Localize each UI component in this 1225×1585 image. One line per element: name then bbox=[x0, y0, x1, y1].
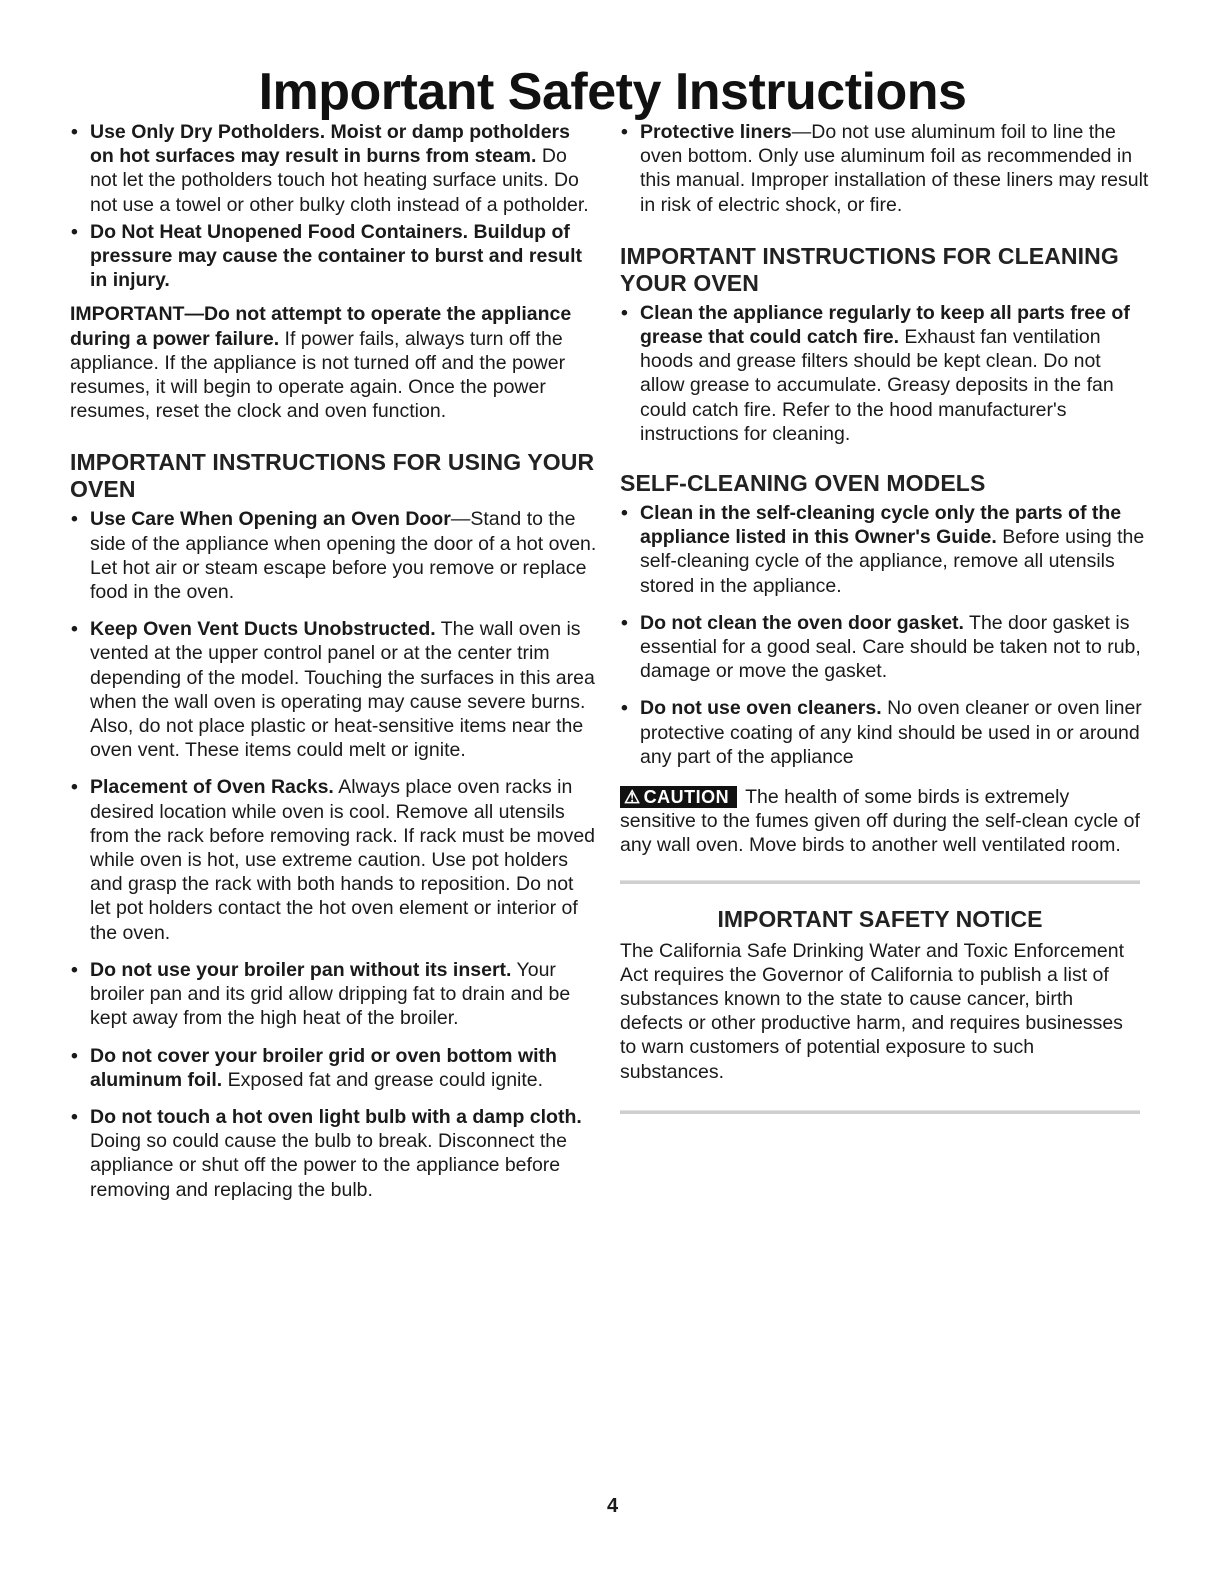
cleaning-list bbox=[620, 301, 1150, 446]
list-item bbox=[620, 611, 1150, 684]
list-item bbox=[70, 120, 598, 217]
bullet-text: Doing so could cause the bulb to break. Disconnect the appliance or shut off the power to the appliance before removing and replacing the bulb. bbox=[90, 1130, 567, 1201]
bullet-text: The wall oven is vented at the upper control panel or at the center trim depending of the model. Touching the surfaces in this area when the wall oven is operating may cause severe burns. Also, do not place plastic or heat-sensitive items near the oven vent. These items could melt or ignite. bbox=[90, 618, 595, 762]
bullet-text: —Stand to the side of the appliance when opening the door of a hot oven. Let hot air or steam escape before you remove or replace food in the oven. bbox=[90, 508, 597, 604]
right-intro-list bbox=[620, 120, 1150, 217]
bullet-lead: Do not cover your broiler grid or oven bottom with aluminum foil. bbox=[90, 1044, 557, 1091]
bullet-text: —Do not use aluminum foil to line the oven bottom. Only use aluminum foil as recommended in this manual. Improper installation of these liners may result in risk of electric shock, or fire. bbox=[640, 121, 1149, 216]
caution-badge bbox=[620, 786, 737, 808]
bullet-lead: Do not use your broiler pan without its insert. bbox=[90, 958, 512, 981]
caution-label: CAUTION bbox=[643, 787, 730, 808]
left-column bbox=[70, 120, 598, 1215]
bullet-lead: Clean in the self-cleaning cycle only the parts of the appliance listed in this Owner's Guide. bbox=[640, 502, 1122, 549]
bullet-text: Exposed fat and grease could ignite. bbox=[222, 1068, 544, 1091]
list-item bbox=[620, 120, 1150, 217]
bullet-lead: Do Not Heat Unopened Food Containers. Buildup of pressure may cause the container to burst and result in injury. bbox=[90, 220, 582, 292]
section-heading-using: IMPORTANT INSTRUCTIONS FOR USING YOUR OVEN bbox=[70, 449, 595, 503]
list-item bbox=[70, 1105, 598, 1202]
bullet-lead: Protective liners bbox=[640, 121, 792, 143]
left-intro-list bbox=[70, 120, 598, 292]
bullet-text: Exhaust fan ventilation hoods and grease filters should be kept clean. Do not allow grease to accumulate. Greasy deposits in the fan could catch fire. Refer to the hood manufacturer's instructions for cleaning. bbox=[640, 326, 1114, 445]
bullet-lead: Placement of Oven Racks. bbox=[90, 776, 334, 799]
bullet-text: Before using the self-cleaning cycle of the appliance, remove all utensils stored in the appliance. bbox=[640, 526, 1145, 597]
bullet-text: Do not let the potholders touch hot heating surface units. Do not use a towel or other bulky cloth instead of a potholder. bbox=[90, 145, 589, 216]
using-list bbox=[70, 507, 598, 1201]
bullet-lead: Do not touch a hot oven light bulb with a damp cloth. bbox=[90, 1105, 582, 1128]
list-item bbox=[70, 1044, 598, 1092]
bullet-text: Always place oven racks in desired location while oven is cool. Remove all utensils from the rack before removing rack. If rack must be moved while oven is hot, use extreme caution. Use pot holders and grasp the rack with both hands to reposition. Do not let pot holders contact the hot oven element or interior of the oven. bbox=[90, 776, 596, 944]
bullet-lead: Use Only Dry Potholders. Moist or damp potholders on hot surfaces may result in burns from steam. bbox=[90, 121, 570, 168]
right-column bbox=[620, 120, 1150, 1114]
page-number: 4 bbox=[606, 1495, 619, 1517]
notice-text: The California Safe Drinking Water and Toxic Enforcement Act requires the Governor of California to publish a list of substances known to the state to cause cancer, birth defects or other productive harm, and requires businesses to warn customers of potential exposure to such substances. bbox=[620, 939, 1124, 1083]
bullet-text: No oven cleaner or oven liner protective coating of any kind should be used in or around any part of the appliance bbox=[640, 697, 1142, 768]
divider bbox=[620, 1110, 1140, 1114]
list-item bbox=[620, 501, 1150, 598]
list-item bbox=[70, 220, 598, 293]
caution-block bbox=[620, 785, 1150, 858]
list-item bbox=[620, 696, 1150, 769]
paragraph-lead: IMPORTANT—Do not attempt to operate the appliance during a power failure. bbox=[70, 303, 572, 350]
list-item bbox=[620, 301, 1150, 446]
bullet-text: Your broiler pan and its grid allow dripping fat to drain and be kept away from the high heat of the broiler. bbox=[90, 958, 571, 1030]
page-title: Important Safety Instructions bbox=[258, 63, 967, 121]
caution-text: The health of some birds is extremely sensitive to the fumes given off during the self-clean cycle of any wall oven. Move birds to another well ventilated room. bbox=[620, 786, 1140, 857]
bullet-lead: Do not clean the oven door gasket. bbox=[640, 611, 964, 634]
list-item bbox=[70, 507, 598, 604]
notice-heading: IMPORTANT SAFETY NOTICE bbox=[717, 905, 1043, 932]
bullet-lead: Do not use oven cleaners. bbox=[640, 697, 882, 720]
bullet-lead: Use Care When Opening an Oven Door bbox=[90, 508, 451, 531]
paragraph-text: If power fails, always turn off the appliance. If the appliance is not turned off and the power resumes, it will begin to operate again. Once the power resumes, reset the clock and oven function. bbox=[70, 327, 566, 423]
bullet-text: The door gasket is essential for a good seal. Care should be taken not to rub, damage or move the gasket. bbox=[640, 611, 1141, 683]
power-failure-paragraph bbox=[70, 302, 598, 423]
divider bbox=[620, 880, 1140, 884]
list-item bbox=[70, 617, 598, 762]
bullet-lead: Clean the appliance regularly to keep all parts free of grease that could catch fire. bbox=[640, 301, 1130, 349]
bullet-lead: Keep Oven Vent Ducts Unobstructed. bbox=[90, 618, 436, 641]
self-cleaning-list bbox=[620, 501, 1150, 769]
list-item bbox=[70, 958, 598, 1031]
section-heading-cleaning: IMPORTANT INSTRUCTIONS FOR CLEANING YOUR OVEN bbox=[620, 242, 1119, 296]
section-heading-self-cleaning: SELF-CLEANING OVEN MODELS bbox=[620, 470, 986, 497]
list-item bbox=[70, 775, 598, 944]
warning-triangle-icon: ⚠ bbox=[624, 787, 641, 808]
